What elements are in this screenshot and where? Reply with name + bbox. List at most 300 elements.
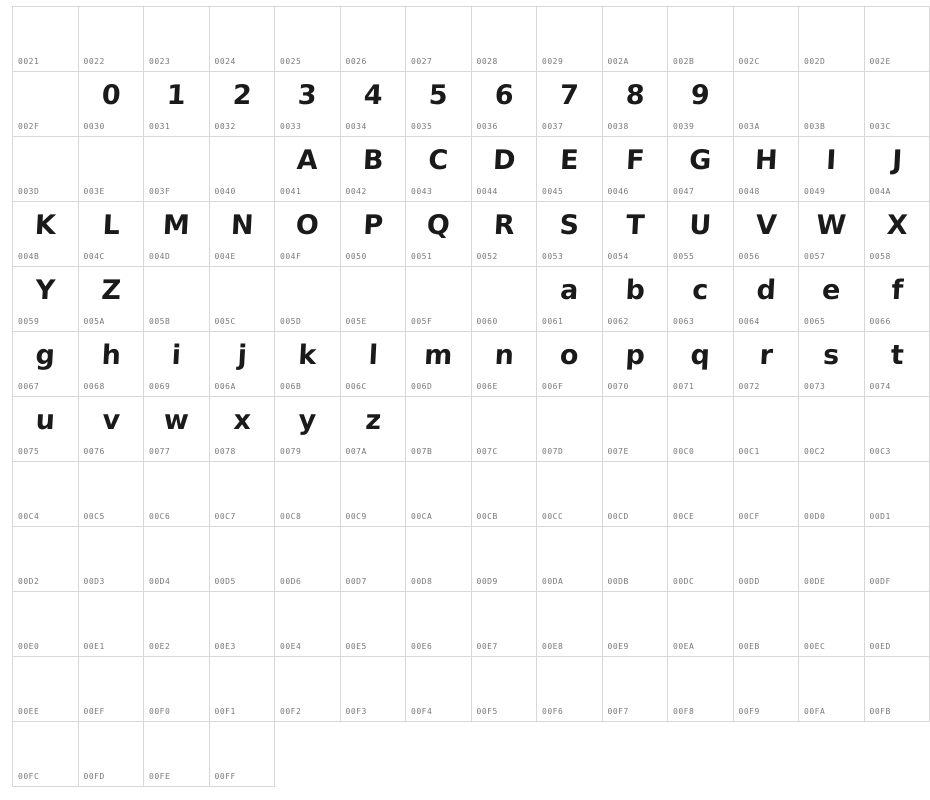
character-cell[interactable] bbox=[471, 202, 537, 267]
glyph-preview bbox=[601, 466, 668, 506]
character-cell[interactable] bbox=[799, 527, 865, 592]
glyph-preview: y bbox=[297, 405, 317, 436]
character-cell[interactable] bbox=[275, 592, 341, 657]
character-cell[interactable] bbox=[13, 267, 79, 332]
character-cell[interactable] bbox=[864, 7, 930, 72]
character-cell[interactable] bbox=[733, 7, 799, 72]
character-cell[interactable] bbox=[537, 527, 603, 592]
glyph-codepoint-label: 00EC bbox=[804, 642, 826, 651]
character-cell[interactable] bbox=[668, 657, 734, 722]
character-cell[interactable] bbox=[537, 332, 603, 397]
glyph-preview: E bbox=[559, 145, 580, 176]
character-cell[interactable] bbox=[864, 592, 930, 657]
glyph-preview: q bbox=[689, 340, 711, 371]
character-map-row bbox=[13, 332, 930, 397]
glyph-preview: 5 bbox=[428, 80, 449, 111]
character-cell[interactable] bbox=[275, 137, 341, 202]
glyph-codepoint-label: 0074 bbox=[869, 382, 891, 391]
character-cell[interactable] bbox=[209, 332, 275, 397]
glyph-preview bbox=[798, 401, 865, 441]
character-cell[interactable] bbox=[864, 267, 930, 332]
character-cell[interactable] bbox=[78, 397, 144, 462]
character-cell[interactable] bbox=[13, 332, 79, 397]
character-cell[interactable] bbox=[406, 527, 472, 592]
glyph-preview bbox=[405, 531, 472, 571]
character-cell[interactable] bbox=[864, 397, 930, 462]
glyph-codepoint-label: 00D9 bbox=[476, 577, 498, 586]
character-cell[interactable] bbox=[209, 7, 275, 72]
glyph-preview: t bbox=[889, 340, 905, 371]
character-cell[interactable] bbox=[733, 332, 799, 397]
character-cell[interactable] bbox=[602, 267, 668, 332]
glyph-preview: U bbox=[688, 210, 713, 241]
character-cell[interactable] bbox=[602, 72, 668, 137]
character-cell[interactable] bbox=[78, 592, 144, 657]
character-cell[interactable] bbox=[733, 202, 799, 267]
character-cell[interactable] bbox=[471, 527, 537, 592]
character-cell[interactable] bbox=[78, 267, 144, 332]
character-cell[interactable] bbox=[144, 527, 210, 592]
glyph-preview bbox=[274, 596, 341, 636]
character-map-row bbox=[13, 722, 930, 787]
glyph-preview bbox=[274, 271, 341, 311]
glyph-preview bbox=[77, 661, 144, 701]
character-cell[interactable] bbox=[275, 462, 341, 527]
character-cell[interactable] bbox=[340, 397, 406, 462]
glyph-codepoint-label: 00C5 bbox=[83, 512, 105, 521]
glyph-preview bbox=[143, 661, 210, 701]
character-cell[interactable] bbox=[799, 202, 865, 267]
character-cell[interactable] bbox=[602, 657, 668, 722]
character-cell[interactable] bbox=[602, 137, 668, 202]
character-cell[interactable] bbox=[13, 137, 79, 202]
character-cell[interactable] bbox=[340, 137, 406, 202]
character-cell[interactable] bbox=[406, 267, 472, 332]
glyph-preview bbox=[208, 531, 275, 571]
glyph-preview: L bbox=[101, 210, 121, 241]
character-cell[interactable] bbox=[864, 527, 930, 592]
glyph-codepoint-label: 00DB bbox=[607, 577, 629, 586]
glyph-codepoint-label: 00DF bbox=[869, 577, 891, 586]
glyph-preview bbox=[798, 466, 865, 506]
character-cell[interactable] bbox=[78, 137, 144, 202]
character-cell[interactable] bbox=[275, 332, 341, 397]
character-cell[interactable] bbox=[209, 202, 275, 267]
character-cell[interactable] bbox=[275, 527, 341, 592]
character-cell[interactable] bbox=[13, 462, 79, 527]
glyph-codepoint-label: 00ED bbox=[869, 642, 891, 651]
character-cell[interactable] bbox=[537, 592, 603, 657]
glyph-preview bbox=[208, 466, 275, 506]
character-cell[interactable] bbox=[471, 137, 537, 202]
glyph-preview bbox=[732, 466, 799, 506]
glyph-codepoint-label: 00E8 bbox=[542, 642, 564, 651]
character-cell[interactable] bbox=[144, 7, 210, 72]
glyph-preview bbox=[798, 76, 865, 116]
glyph-codepoint-label: 007A bbox=[345, 447, 367, 456]
glyph-preview bbox=[798, 596, 865, 636]
glyph-preview bbox=[405, 271, 472, 311]
character-cell[interactable] bbox=[13, 72, 79, 137]
character-cell[interactable] bbox=[799, 72, 865, 137]
glyph-preview: I bbox=[825, 145, 838, 176]
glyph-codepoint-label: 0070 bbox=[607, 382, 629, 391]
glyph-preview: G bbox=[688, 145, 713, 176]
glyph-preview: 8 bbox=[624, 80, 645, 111]
glyph-codepoint-label: 0024 bbox=[214, 57, 236, 66]
character-cell[interactable] bbox=[471, 462, 537, 527]
character-cell[interactable] bbox=[668, 592, 734, 657]
character-cell[interactable] bbox=[471, 7, 537, 72]
glyph-preview: Y bbox=[34, 275, 56, 306]
character-cell[interactable] bbox=[733, 462, 799, 527]
glyph-preview bbox=[12, 76, 79, 116]
character-cell[interactable] bbox=[864, 72, 930, 137]
glyph-codepoint-label: 003E bbox=[83, 187, 105, 196]
character-cell[interactable] bbox=[209, 722, 275, 787]
character-cell[interactable] bbox=[13, 527, 79, 592]
character-cell[interactable] bbox=[668, 7, 734, 72]
character-cell[interactable] bbox=[799, 397, 865, 462]
character-cell[interactable] bbox=[209, 137, 275, 202]
character-cell[interactable] bbox=[13, 722, 79, 787]
character-map-grid bbox=[12, 6, 930, 787]
character-cell[interactable] bbox=[602, 202, 668, 267]
glyph-codepoint-label: 006A bbox=[214, 382, 236, 391]
glyph-preview: O bbox=[294, 210, 320, 241]
glyph-codepoint-label: 0022 bbox=[83, 57, 105, 66]
glyph-preview bbox=[77, 11, 144, 51]
character-cell[interactable] bbox=[275, 7, 341, 72]
glyph-codepoint-label: 00F3 bbox=[345, 707, 367, 716]
character-cell[interactable] bbox=[471, 72, 537, 137]
character-cell[interactable] bbox=[799, 657, 865, 722]
character-cell[interactable] bbox=[537, 202, 603, 267]
glyph-codepoint-label: 00CA bbox=[411, 512, 433, 521]
glyph-codepoint-label: 00DC bbox=[673, 577, 695, 586]
character-cell[interactable] bbox=[209, 527, 275, 592]
glyph-codepoint-label: 003B bbox=[804, 122, 826, 131]
glyph-codepoint-label: 00EB bbox=[738, 642, 760, 651]
character-cell[interactable] bbox=[733, 657, 799, 722]
glyph-codepoint-label: 0066 bbox=[869, 317, 891, 326]
character-cell[interactable] bbox=[733, 72, 799, 137]
character-cell[interactable] bbox=[406, 137, 472, 202]
character-cell[interactable] bbox=[406, 7, 472, 72]
character-cell[interactable] bbox=[13, 657, 79, 722]
glyph-codepoint-label: 0048 bbox=[738, 187, 760, 196]
character-cell[interactable] bbox=[733, 592, 799, 657]
character-cell[interactable] bbox=[406, 397, 472, 462]
glyph-preview bbox=[863, 661, 930, 701]
character-cell[interactable] bbox=[406, 592, 472, 657]
glyph-preview: z bbox=[364, 405, 382, 436]
character-cell[interactable] bbox=[537, 267, 603, 332]
glyph-codepoint-label: 0039 bbox=[673, 122, 695, 131]
glyph-preview: v bbox=[101, 405, 121, 436]
character-cell[interactable] bbox=[537, 397, 603, 462]
glyph-preview bbox=[405, 466, 472, 506]
glyph-preview: V bbox=[754, 210, 778, 241]
glyph-preview bbox=[601, 661, 668, 701]
glyph-codepoint-label: 0068 bbox=[83, 382, 105, 391]
glyph-codepoint-label: 00FA bbox=[804, 707, 826, 716]
character-cell[interactable] bbox=[275, 267, 341, 332]
glyph-preview bbox=[143, 596, 210, 636]
character-cell[interactable] bbox=[144, 267, 210, 332]
character-cell[interactable] bbox=[275, 657, 341, 722]
character-cell[interactable] bbox=[340, 202, 406, 267]
glyph-codepoint-label: 0036 bbox=[476, 122, 498, 131]
character-cell[interactable] bbox=[78, 202, 144, 267]
character-cell[interactable] bbox=[144, 592, 210, 657]
glyph-preview: l bbox=[367, 340, 379, 371]
glyph-preview: b bbox=[624, 275, 646, 306]
glyph-preview: r bbox=[758, 340, 774, 371]
glyph-preview: i bbox=[170, 340, 182, 371]
glyph-codepoint-label: 0025 bbox=[280, 57, 302, 66]
character-cell[interactable] bbox=[340, 72, 406, 137]
character-cell[interactable] bbox=[406, 462, 472, 527]
glyph-preview bbox=[339, 661, 406, 701]
character-cell[interactable] bbox=[864, 202, 930, 267]
glyph-preview: x bbox=[232, 405, 252, 436]
character-cell[interactable] bbox=[668, 267, 734, 332]
character-cell[interactable] bbox=[13, 7, 79, 72]
glyph-codepoint-label: 005E bbox=[345, 317, 367, 326]
glyph-preview bbox=[732, 531, 799, 571]
glyph-codepoint-label: 0062 bbox=[607, 317, 629, 326]
glyph-codepoint-label: 00D6 bbox=[280, 577, 302, 586]
glyph-codepoint-label: 0076 bbox=[83, 447, 105, 456]
character-cell[interactable] bbox=[78, 72, 144, 137]
glyph-preview bbox=[732, 76, 799, 116]
glyph-codepoint-label: 00E0 bbox=[18, 642, 40, 651]
character-cell[interactable] bbox=[537, 137, 603, 202]
character-cell[interactable] bbox=[144, 722, 210, 787]
glyph-preview bbox=[274, 466, 341, 506]
character-cell[interactable] bbox=[340, 267, 406, 332]
glyph-preview bbox=[12, 531, 79, 571]
character-cell[interactable] bbox=[340, 332, 406, 397]
character-cell[interactable] bbox=[209, 592, 275, 657]
character-cell[interactable] bbox=[144, 462, 210, 527]
character-cell[interactable] bbox=[406, 657, 472, 722]
character-cell[interactable] bbox=[471, 397, 537, 462]
glyph-preview bbox=[470, 271, 537, 311]
character-cell[interactable] bbox=[799, 137, 865, 202]
glyph-codepoint-label: 0049 bbox=[804, 187, 826, 196]
character-cell[interactable] bbox=[537, 7, 603, 72]
glyph-codepoint-label: 005A bbox=[83, 317, 105, 326]
character-cell[interactable] bbox=[209, 462, 275, 527]
character-cell[interactable] bbox=[471, 332, 537, 397]
character-cell[interactable] bbox=[668, 527, 734, 592]
glyph-codepoint-label: 006B bbox=[280, 382, 302, 391]
glyph-preview bbox=[601, 401, 668, 441]
character-cell[interactable] bbox=[668, 462, 734, 527]
glyph-preview: m bbox=[423, 340, 454, 371]
character-cell[interactable] bbox=[668, 397, 734, 462]
character-cell[interactable] bbox=[275, 397, 341, 462]
glyph-codepoint-label: 0075 bbox=[18, 447, 40, 456]
glyph-codepoint-label: 0034 bbox=[345, 122, 367, 131]
glyph-preview bbox=[143, 531, 210, 571]
character-cell[interactable] bbox=[471, 267, 537, 332]
character-cell[interactable] bbox=[275, 72, 341, 137]
glyph-codepoint-label: 003C bbox=[869, 122, 891, 131]
glyph-codepoint-label: 00E1 bbox=[83, 642, 105, 651]
character-cell[interactable] bbox=[13, 592, 79, 657]
character-cell[interactable] bbox=[144, 137, 210, 202]
character-cell[interactable] bbox=[144, 397, 210, 462]
glyph-preview bbox=[863, 596, 930, 636]
character-cell[interactable] bbox=[144, 657, 210, 722]
glyph-preview bbox=[208, 726, 275, 766]
glyph-preview bbox=[77, 596, 144, 636]
character-cell[interactable] bbox=[537, 462, 603, 527]
character-cell[interactable] bbox=[144, 202, 210, 267]
character-cell[interactable] bbox=[471, 592, 537, 657]
glyph-codepoint-label: 00C3 bbox=[869, 447, 891, 456]
glyph-preview: K bbox=[33, 210, 57, 241]
glyph-preview bbox=[536, 401, 603, 441]
character-cell[interactable] bbox=[144, 332, 210, 397]
character-cell[interactable] bbox=[602, 592, 668, 657]
character-map-row bbox=[13, 137, 930, 202]
glyph-codepoint-label: 00FB bbox=[869, 707, 891, 716]
glyph-codepoint-label: 00D8 bbox=[411, 577, 433, 586]
glyph-codepoint-label: 00F8 bbox=[673, 707, 695, 716]
glyph-codepoint-label: 00D7 bbox=[345, 577, 367, 586]
character-cell[interactable] bbox=[209, 267, 275, 332]
glyph-codepoint-label: 00F0 bbox=[149, 707, 171, 716]
character-cell[interactable] bbox=[799, 592, 865, 657]
glyph-preview: 1 bbox=[166, 80, 187, 111]
glyph-codepoint-label: 00FF bbox=[214, 772, 236, 781]
character-cell[interactable] bbox=[799, 7, 865, 72]
character-cell[interactable] bbox=[537, 657, 603, 722]
glyph-codepoint-label: 00C6 bbox=[149, 512, 171, 521]
character-cell[interactable] bbox=[13, 397, 79, 462]
glyph-codepoint-label: 00E7 bbox=[476, 642, 498, 651]
character-cell[interactable] bbox=[537, 72, 603, 137]
glyph-codepoint-label: 0030 bbox=[83, 122, 105, 131]
character-cell[interactable] bbox=[799, 462, 865, 527]
glyph-preview: M bbox=[162, 210, 191, 241]
glyph-preview: C bbox=[427, 145, 449, 176]
character-cell[interactable] bbox=[340, 7, 406, 72]
character-cell[interactable] bbox=[668, 72, 734, 137]
character-cell[interactable] bbox=[78, 722, 144, 787]
character-cell[interactable] bbox=[209, 657, 275, 722]
character-cell[interactable] bbox=[602, 462, 668, 527]
character-cell[interactable] bbox=[602, 397, 668, 462]
character-cell[interactable] bbox=[864, 332, 930, 397]
character-cell[interactable] bbox=[602, 7, 668, 72]
character-cell[interactable] bbox=[471, 657, 537, 722]
glyph-codepoint-label: 0050 bbox=[345, 252, 367, 261]
glyph-preview: B bbox=[361, 145, 384, 176]
glyph-codepoint-label: 00D1 bbox=[869, 512, 891, 521]
glyph-preview bbox=[536, 11, 603, 51]
character-cell[interactable] bbox=[13, 202, 79, 267]
character-cell[interactable] bbox=[668, 332, 734, 397]
character-cell[interactable] bbox=[78, 332, 144, 397]
character-cell[interactable] bbox=[340, 592, 406, 657]
glyph-preview: j bbox=[236, 340, 248, 371]
character-cell[interactable] bbox=[406, 72, 472, 137]
glyph-preview bbox=[667, 531, 734, 571]
glyph-preview bbox=[405, 401, 472, 441]
glyph-codepoint-label: 00E5 bbox=[345, 642, 367, 651]
glyph-codepoint-label: 0059 bbox=[18, 317, 40, 326]
character-cell[interactable] bbox=[733, 137, 799, 202]
glyph-preview bbox=[798, 11, 865, 51]
glyph-codepoint-label: 00D0 bbox=[804, 512, 826, 521]
character-cell[interactable] bbox=[733, 267, 799, 332]
character-cell[interactable] bbox=[144, 72, 210, 137]
character-cell[interactable] bbox=[340, 462, 406, 527]
character-cell[interactable] bbox=[602, 527, 668, 592]
glyph-preview: a bbox=[559, 275, 580, 306]
character-cell[interactable] bbox=[864, 657, 930, 722]
character-cell[interactable] bbox=[602, 332, 668, 397]
character-cell[interactable] bbox=[668, 202, 734, 267]
character-map-row bbox=[13, 202, 930, 267]
glyph-codepoint-label: 007D bbox=[542, 447, 564, 456]
character-cell[interactable] bbox=[406, 332, 472, 397]
character-cell[interactable] bbox=[340, 527, 406, 592]
character-cell[interactable] bbox=[275, 202, 341, 267]
glyph-preview bbox=[470, 401, 537, 441]
character-cell[interactable] bbox=[78, 657, 144, 722]
glyph-codepoint-label: 00C0 bbox=[673, 447, 695, 456]
character-cell[interactable] bbox=[209, 397, 275, 462]
character-cell[interactable] bbox=[864, 137, 930, 202]
glyph-codepoint-label: 004A bbox=[869, 187, 891, 196]
glyph-preview bbox=[12, 596, 79, 636]
character-cell[interactable] bbox=[733, 397, 799, 462]
character-cell[interactable] bbox=[864, 462, 930, 527]
character-cell[interactable] bbox=[799, 267, 865, 332]
glyph-codepoint-label: 0064 bbox=[738, 317, 760, 326]
glyph-preview: s bbox=[822, 340, 841, 371]
glyph-preview bbox=[274, 11, 341, 51]
character-cell[interactable] bbox=[78, 527, 144, 592]
character-cell[interactable] bbox=[406, 202, 472, 267]
glyph-preview bbox=[601, 11, 668, 51]
glyph-codepoint-label: 0027 bbox=[411, 57, 433, 66]
character-cell[interactable] bbox=[733, 527, 799, 592]
glyph-preview: n bbox=[493, 340, 515, 371]
glyph-codepoint-label: 00DA bbox=[542, 577, 564, 586]
character-cell[interactable] bbox=[799, 332, 865, 397]
character-cell[interactable] bbox=[340, 657, 406, 722]
character-cell[interactable] bbox=[78, 462, 144, 527]
glyph-preview: g bbox=[34, 340, 56, 371]
glyph-preview: F bbox=[624, 145, 645, 176]
character-cell[interactable] bbox=[668, 137, 734, 202]
glyph-codepoint-label: 00F5 bbox=[476, 707, 498, 716]
character-cell[interactable] bbox=[209, 72, 275, 137]
character-cell[interactable] bbox=[78, 7, 144, 72]
glyph-preview bbox=[339, 271, 406, 311]
glyph-codepoint-label: 0063 bbox=[673, 317, 695, 326]
glyph-codepoint-label: 0067 bbox=[18, 382, 40, 391]
glyph-preview bbox=[405, 11, 472, 51]
glyph-preview bbox=[536, 531, 603, 571]
